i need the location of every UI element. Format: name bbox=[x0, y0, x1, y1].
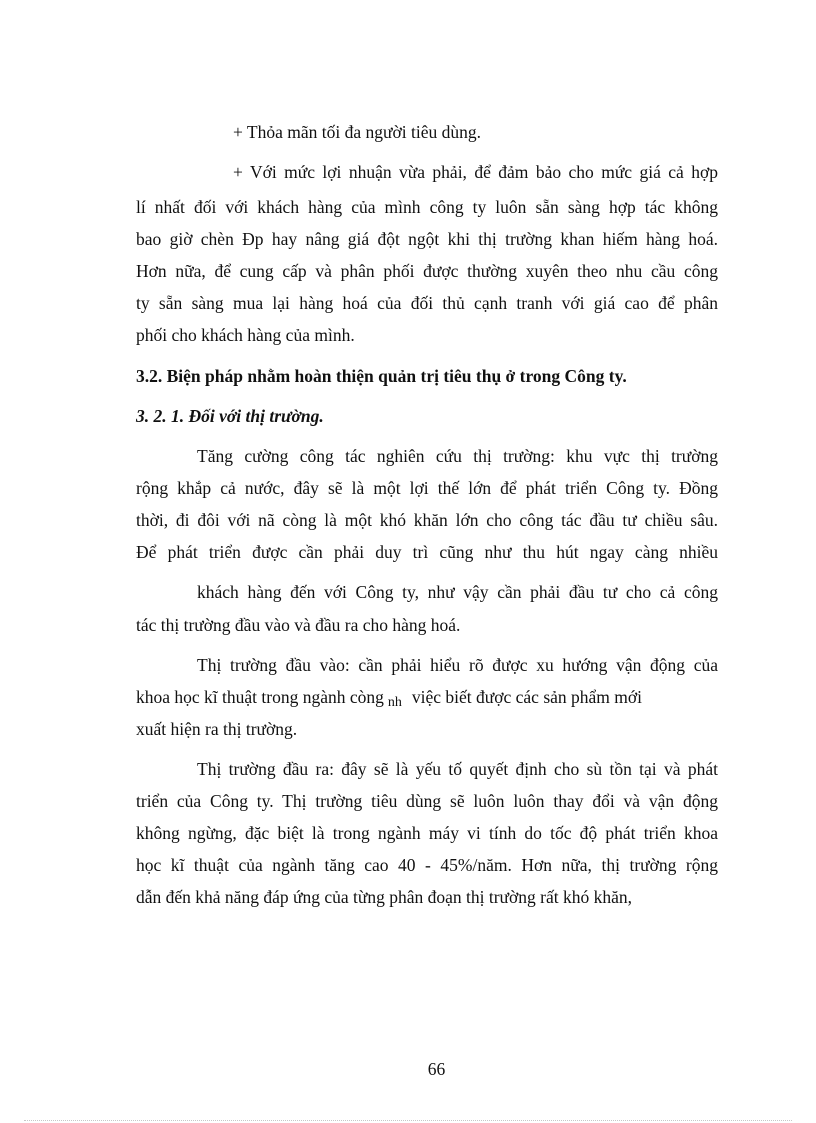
paragraph-line-part: khoa học kĩ thuật trong ngành còng bbox=[136, 687, 384, 707]
paragraph-line: tác thị trường đầu vào và đầu ra cho hàng hoá. bbox=[136, 615, 461, 635]
paragraph-line: lí nhất đối với khách hàng của mình công ty luôn sẵn sàng hợp tác không bbox=[136, 197, 718, 217]
paragraph-line: khách hàng đến với Công ty, như vậy cần phải đầu tư cho cả công bbox=[197, 582, 718, 602]
paragraph-line: rộng khắp cả nước, đây sẽ là một lợi thế lớn để phát triển Công ty. Đồng bbox=[136, 478, 718, 498]
paragraph-line: không ngừng, đặc biệt là trong ngành máy vi tính do tốc độ phát triển khoa bbox=[136, 823, 718, 843]
paragraph-line: Hơn nữa, để cung cấp và phân phối được thường xuyên theo nhu cầu công bbox=[136, 261, 718, 281]
bullet-line: + Với mức lợi nhuận vừa phải, để đảm bảo cho mức giá cả hợp bbox=[233, 162, 718, 182]
paragraph-line: Thị trường đầu ra: đây sẽ là yếu tố quyết định cho sù tồn tại và phát bbox=[197, 759, 718, 779]
paragraph-line: Để phát triển được cần phải duy trì cũng như thu hút ngay càng nhiều bbox=[136, 542, 718, 562]
paragraph-line: thời, đi đôi với nã còng là một khó khăn lớn cho công tác đầu tư chiều sâu. bbox=[136, 510, 718, 530]
section-heading: 3.2. Biện pháp nhằm hoàn thiện quản trị tiêu thụ ở trong Công ty. bbox=[136, 366, 627, 386]
paragraph-line: bao giờ chèn Đp hay nâng giá đột ngột khi thị trường khan hiếm hàng hoá. bbox=[136, 229, 718, 249]
subsection-heading: 3. 2. 1. Đối với thị trường. bbox=[136, 406, 324, 426]
paragraph-line-with-subscript bbox=[136, 686, 642, 711]
bottom-divider bbox=[24, 1120, 792, 1121]
paragraph-line: triển của Công ty. Thị trường tiêu dùng sẽ luôn luôn thay đổi và vận động bbox=[136, 791, 718, 811]
paragraph-line: xuất hiện ra thị trường. bbox=[136, 719, 298, 739]
paragraph-line-part: việc biết được các sản phẩm mới bbox=[411, 687, 643, 707]
subscript-fragment: nh bbox=[387, 695, 402, 710]
paragraph-line: học kĩ thuật của ngành tăng cao 40 - 45%/năm. Hơn nữa, thị trường rộng bbox=[136, 855, 718, 875]
bullet-line: + Thỏa mãn tối đa người tiêu dùng. bbox=[233, 122, 481, 142]
paragraph-line: ty sẵn sàng mua lại hàng hoá của đối thủ cạnh tranh với giá cao để phân bbox=[136, 293, 718, 313]
paragraph-line: phối cho khách hàng của mình. bbox=[136, 325, 355, 345]
paragraph-line: Thị trường đầu vào: cần phải hiểu rõ được xu hướng vận động của bbox=[197, 655, 718, 675]
paragraph-line: Tăng cường công tác nghiên cứu thị trường: khu vực thị trường bbox=[197, 446, 718, 466]
page-number: 66 bbox=[427, 1059, 446, 1079]
paragraph-line: dẫn đến khả năng đáp ứng của từng phân đoạn thị trường rất khó khăn, bbox=[136, 887, 632, 907]
